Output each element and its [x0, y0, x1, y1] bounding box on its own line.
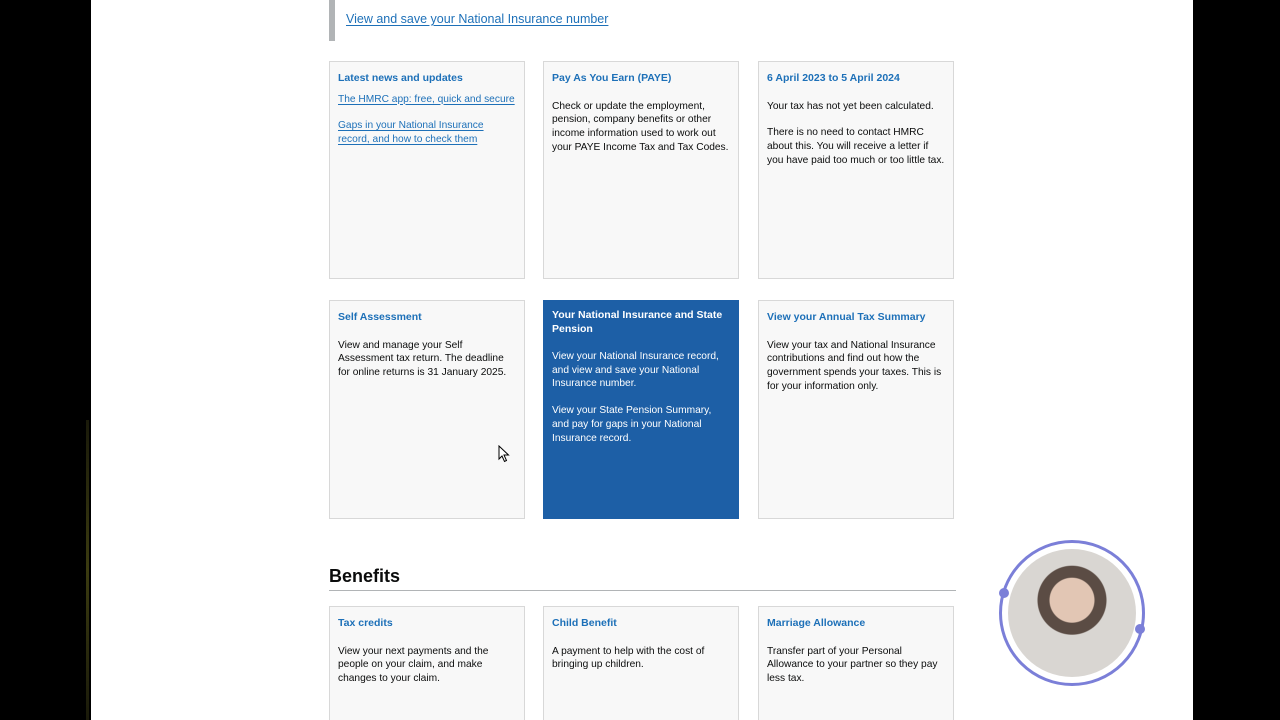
left-black-margin: [0, 0, 91, 720]
section-divider: [329, 590, 956, 591]
card-title-ni-state-pension[interactable]: Your National Insurance and State Pension: [552, 309, 723, 335]
card-body-tax-year-2: There is no need to contact HMRC about this. You will receive a letter if you have paid too much or too little tax.: [767, 127, 945, 166]
card-title-child-benefit[interactable]: Child Benefit: [552, 617, 617, 629]
card-title-tax-credits[interactable]: Tax credits: [338, 617, 393, 629]
card-title-paye[interactable]: Pay As You Earn (PAYE): [552, 72, 672, 84]
card-self-assessment[interactable]: [329, 300, 525, 519]
card-title-annual-tax-summary[interactable]: View your Annual Tax Summary: [767, 311, 926, 323]
webcam-overlay: [999, 540, 1147, 688]
card-body-self-assessment: View and manage your Self Assessment tax return. The deadline for online returns is 31 January 2025.: [338, 339, 507, 378]
card-title-marriage-allowance[interactable]: Marriage Allowance: [767, 617, 866, 629]
card-body-ni-1: View your National Insurance record, and view and save your National Insurance number.: [552, 351, 719, 390]
card-body-paye: Check or update the employment, pension, company benefits or other income information used to work out your PAYE Income Tax and Tax Codes.: [552, 100, 729, 153]
card-body-child-benefit: A payment to help with the cost of bringing up children.: [552, 645, 705, 671]
card-body-tax-year-1: Your tax has not yet been calculated.: [767, 100, 934, 112]
avatar: [1008, 549, 1136, 677]
mouse-cursor-icon: [498, 445, 510, 463]
inset-border: [329, 0, 335, 41]
card-title-tax-year[interactable]: 6 April 2023 to 5 April 2024: [767, 72, 900, 84]
card-ni-state-pension[interactable]: [543, 300, 739, 519]
link-hmrc-app[interactable]: The HMRC app: free, quick and secure: [338, 93, 515, 105]
card-title-latest-news: Latest news and updates: [338, 72, 463, 84]
card-annual-tax-summary[interactable]: [758, 300, 954, 519]
section-heading-benefits: Benefits: [329, 566, 401, 586]
card-latest-news: [329, 61, 525, 279]
view-save-ni-number-link[interactable]: View and save your National Insurance number: [346, 12, 609, 26]
card-body-annual-tax-summary: View your tax and National Insurance contributions and find out how the government spends your taxes. This is for your information only.: [767, 339, 942, 392]
card-body-tax-credits: View your next payments and the people on your claim, and make changes to your claim.: [338, 645, 489, 684]
card-tax-year[interactable]: [758, 61, 954, 279]
card-marriage-allowance[interactable]: [758, 606, 954, 720]
card-paye[interactable]: [543, 61, 739, 279]
card-body-ni-2: View your State Pension Summary, and pay for gaps in your National Insurance record.: [552, 405, 712, 444]
card-tax-credits[interactable]: [329, 606, 525, 720]
link-gaps-ni-record[interactable]: Gaps in your National Insurance record, and how to check them: [338, 120, 484, 145]
card-child-benefit[interactable]: [543, 606, 739, 720]
edge-detail: [86, 420, 89, 720]
avatar-ring-dot: [1135, 624, 1145, 634]
avatar-ring-dot: [999, 588, 1009, 598]
card-body-marriage-allowance: Transfer part of your Personal Allowance to your partner so they pay less tax.: [767, 645, 938, 684]
card-title-self-assessment[interactable]: Self Assessment: [338, 311, 422, 323]
